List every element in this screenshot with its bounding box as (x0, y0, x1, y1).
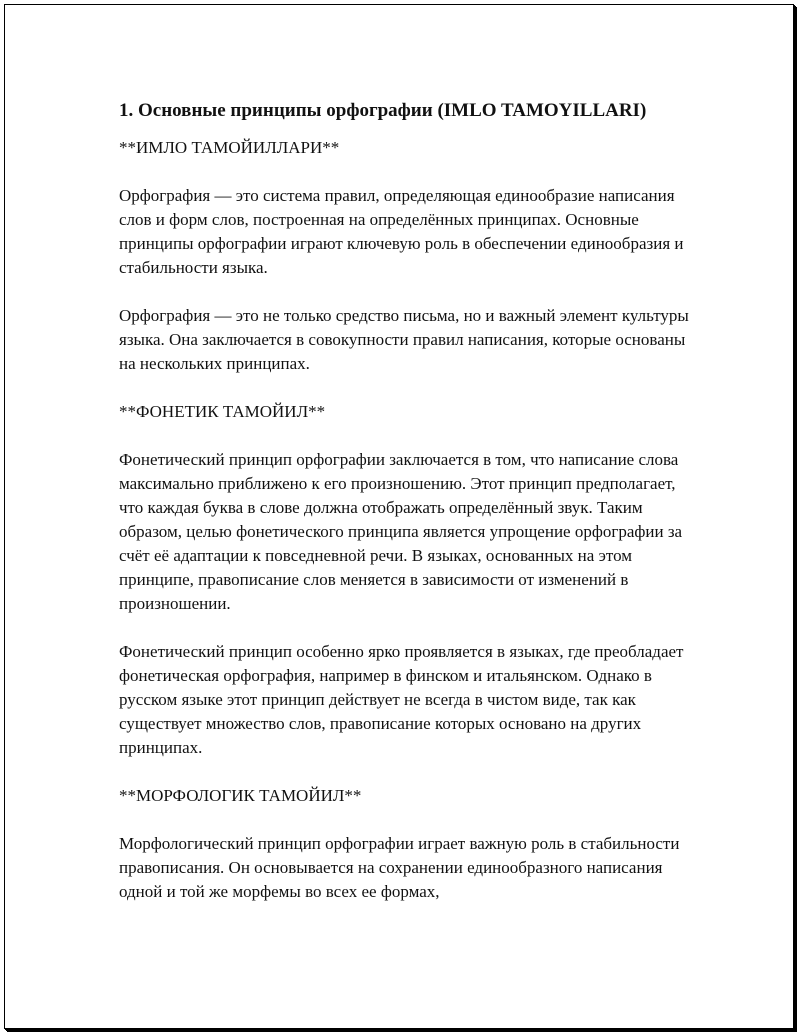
paragraph: Орфография — это не только средство письма, но и важный элемент культуры языка. Она заключается в совокупности правил написания, которые основаны на нескольких принципах. (119, 306, 689, 373)
paragraph: Морфологический принцип орфографии играет важную роль в стабильности правописания. Он основывается на сохранении единообразного написания одной и той же морфемы во всех ее формах, (119, 834, 680, 901)
document-body (119, 97, 699, 928)
section-heading-imlo: **ИМЛО ТАМОЙИЛЛАРИ** (119, 138, 340, 157)
paragraph: Фонетический принцип особенно ярко проявляется в языках, где преобладает фонетическая орфография, например в финском и итальянском. Однако в русском языке этот принцип действует не всегда в чистом виде, так как существует множество слов, правописание которых основано на других принципах. (119, 642, 684, 757)
paragraph: Орфография — это система правил, определяющая единообразие написания слов и форм слов, построенная на определённых принципах. Основные принципы орфографии играют ключевую роль в обеспечении единообразия и стабильности языка. (119, 186, 684, 277)
section-heading-morfologik: **МОРФОЛОГИК ТАМОЙИЛ** (119, 786, 362, 805)
paragraph: Фонетический принцип орфографии заключается в том, что написание слова максимально приближено к его произношению. Этот принцип предполагает, что каждая буква в слове должна отображать определённый звук. Таким образом, целью фонетического принципа является упрощение орфографии за счёт её адаптации к повседневной речи. В языках, основанных на этом принципе, правописание слов меняется в зависимости от изменений в произношении. (119, 450, 683, 613)
section-heading-fonetik: **ФОНЕТИК ТАМОЙИЛ** (119, 402, 326, 421)
document-title: 1. Основные принципы орфографии (IMLO TAMOYILLARI) (119, 100, 647, 121)
document-page (4, 4, 794, 1029)
